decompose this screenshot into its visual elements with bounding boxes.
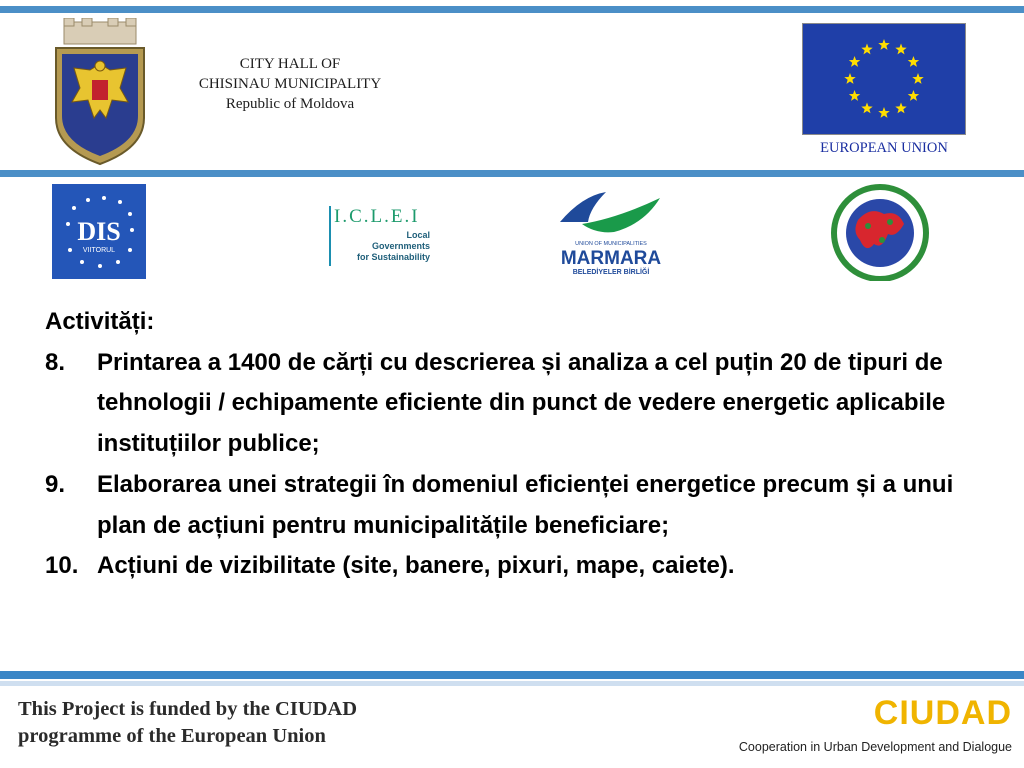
list-item — [45, 343, 995, 465]
item-text: Elaborarea unei strategii în domeniul eficienței energetice precum și a unui plan de acțiuni pentru municipalitățile beneficiare; — [97, 470, 954, 539]
city-hall-line1: CITY HALL OF — [239, 56, 341, 72]
top-band — [0, 6, 1024, 13]
list-item — [45, 546, 995, 587]
iclei-line3: for Sustainability — [356, 252, 430, 262]
iclei-line1: Local — [406, 230, 430, 240]
item-number: 9. — [45, 470, 66, 498]
city-hall-line3: Republic of Moldova — [225, 96, 355, 112]
activities-heading: Activități: — [45, 308, 155, 335]
dis-sub: VIITORUL — [82, 247, 116, 254]
funding-statement — [18, 696, 458, 750]
ciudad-logo: CIUDAD — [873, 694, 1012, 732]
dis-viitorul-logo — [52, 184, 146, 279]
iclei-line2: Governments — [371, 241, 430, 251]
dis-text: DIS — [77, 217, 121, 246]
ciudad-tagline: Cooperation in Urban Development and Dialogue — [738, 740, 1012, 754]
chisinau-coat-of-arms-icon — [52, 18, 148, 166]
item-number: 8. — [45, 348, 66, 376]
footer-band-light — [0, 681, 1024, 686]
city-hall-title — [162, 54, 418, 114]
marmara-sub: BELEDİYELER BİRLİĞİ — [572, 269, 650, 276]
iclei-logo — [328, 202, 436, 268]
list-item — [45, 465, 995, 546]
item-number: 10. — [45, 552, 79, 580]
activities-list — [45, 302, 995, 587]
middle-band — [0, 170, 1024, 177]
marmara-union-logo — [552, 190, 670, 278]
association-seal-logo — [826, 184, 934, 281]
eu-label: EUROPEAN UNION — [820, 140, 948, 156]
funding-line2: programme of the European Union — [18, 725, 326, 747]
marmara-name: MARMARA — [560, 248, 662, 269]
funding-line1: This Project is funded by the CIUDAD — [18, 698, 358, 720]
footer-band — [0, 671, 1024, 679]
iclei-mark: I.C.L.E.I — [334, 206, 420, 227]
city-hall-line2: CHISINAU MUNICIPALITY — [198, 76, 382, 92]
marmara-union: UNION OF MUNICIPALITIES — [575, 241, 647, 247]
eu-flag-icon — [802, 23, 966, 135]
item-text: Printarea a 1400 de cărți cu descrierea și analiza a cel puțin 20 de tipuri de tehnologii / echipamente eficiente din punct de vedere energetic aplicabile instituțiilor publice; — [97, 348, 946, 458]
item-text: Acțiuni de vizibilitate (site, banere, pixuri, mape, caiete). — [97, 552, 735, 580]
